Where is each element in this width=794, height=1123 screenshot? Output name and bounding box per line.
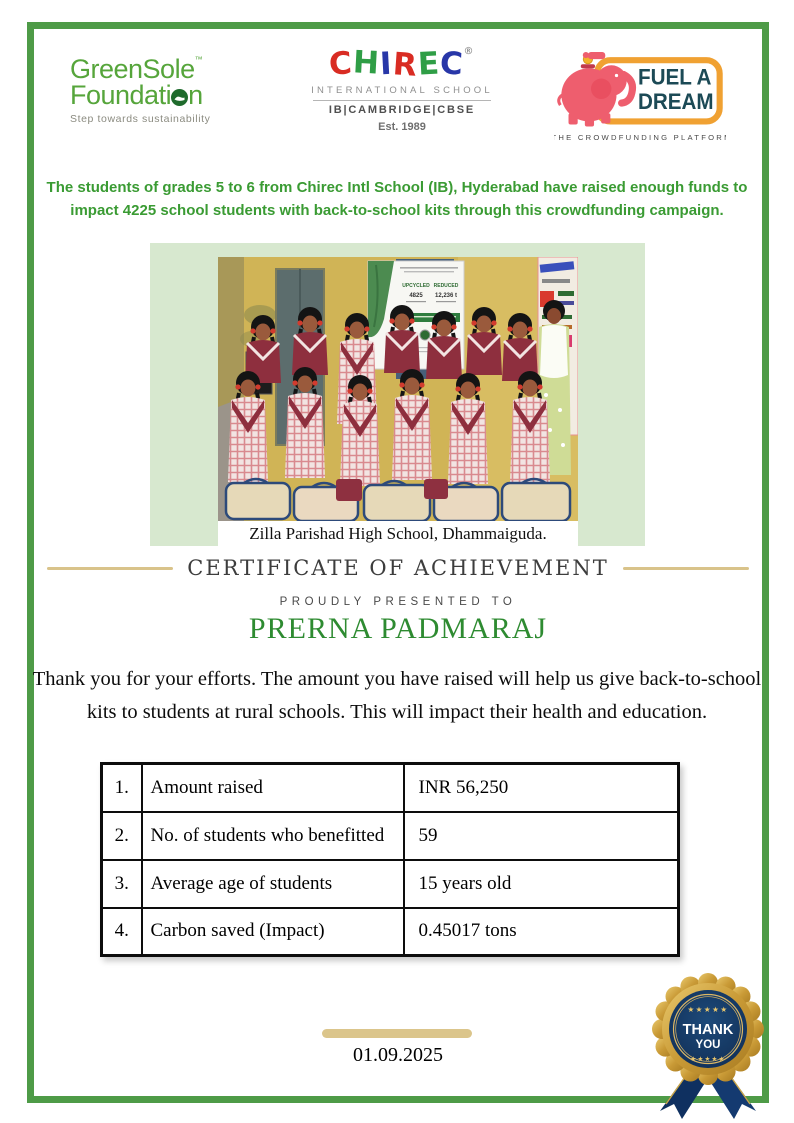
badge-you-text: YOU — [695, 1039, 721, 1051]
row-value: 59 — [404, 812, 679, 860]
badge-stars-top: ★★★★★ — [687, 1005, 729, 1014]
chirec-wordmark — [302, 46, 502, 82]
row-number: 2. — [102, 812, 142, 860]
recipient-name: PRERNA PADMARAJ — [248, 612, 548, 645]
table-row — [102, 764, 679, 812]
school-photo-illustration — [218, 257, 578, 521]
greensole-name: GreenSole — [70, 54, 195, 84]
fuel-a-dream-logo — [554, 46, 726, 153]
row-value: INR 56,250 — [404, 764, 679, 812]
dream-text: DREAM — [637, 89, 714, 115]
date-decoration-bar — [322, 1029, 472, 1038]
row-label: Average age of students — [142, 860, 404, 908]
row-value: 15 years old — [404, 860, 679, 908]
greensole-foundation-logo — [70, 46, 250, 125]
badge-stars-bottom: ★★★★★ — [690, 1056, 726, 1063]
table-row — [102, 860, 679, 908]
badge-thank-text: THANK — [682, 1022, 734, 1038]
chirec-divider-line — [313, 100, 491, 101]
poster-upcycled-label: UPCYCLED — [402, 283, 430, 289]
chirec-boards: IB|CAMBRIDGE|CBSE — [328, 104, 476, 116]
photo-card — [150, 243, 645, 546]
row-label: No. of students who benefitted — [142, 812, 404, 860]
trademark-symbol: ™ — [194, 55, 203, 64]
row-number: 1. — [102, 764, 142, 812]
fuel-tagline-text: THE CROWDFUNDING PLATFORM — [554, 132, 726, 142]
chirec-letter: C — [328, 45, 355, 83]
photo-caption: Zilla Parishad High School, Dhammaiguda. — [249, 524, 547, 543]
certificate-title: CERTIFICATE OF ACHIEVEMENT — [187, 556, 609, 580]
poster-upcycled-value: 4825 — [409, 293, 423, 299]
row-number: 4. — [102, 908, 142, 956]
chirec-school-logo — [302, 46, 502, 133]
greensole-wordmark — [70, 56, 250, 109]
registered-symbol: ® — [463, 46, 475, 57]
row-label: Amount raised — [142, 764, 404, 812]
chirec-established: Est. 1989 — [378, 121, 426, 133]
certificate-date: 01.09.2025 — [353, 1044, 443, 1066]
greensole-shoe-icon — [171, 89, 188, 106]
chirec-letter: R — [391, 46, 419, 84]
chirec-letter: C — [438, 45, 465, 83]
row-number: 3. — [102, 860, 142, 908]
school-kits-row — [226, 479, 570, 521]
title-decoration-line-left — [47, 567, 173, 570]
chirec-subtitle: INTERNATIONAL SCHOOL — [311, 85, 493, 96]
partner-logos-row — [27, 46, 769, 153]
title-decoration-line-right — [623, 567, 749, 570]
photo-caption-strip — [218, 521, 578, 546]
impact-stats-table — [100, 762, 680, 957]
chirec-letter: E — [416, 45, 441, 83]
row-label: Carbon saved (Impact) — [142, 908, 404, 956]
chirec-letter: H — [352, 44, 382, 82]
greensole-foundation-text-end: n — [188, 80, 203, 111]
poster-reduced-label: REDUCED — [433, 283, 459, 289]
campaign-headline: The students of grades 5 to 6 from Chirec Intl School (IB), Hyderabad have raised enough funds to impact 4225 school students with back-to-school kits through this crowdfunding campaign. — [46, 179, 748, 220]
thank-you-message: Thank you for your efforts. The amount you have raised will help us give back-to-school kits to students at rural schools. This will impact their health and education. — [32, 668, 762, 723]
chirec-letter: I — [379, 45, 394, 83]
presented-to-label: PROUDLY PRESENTED TO — [279, 596, 517, 608]
fuel-a-text: FUEL A — [637, 64, 712, 90]
greensole-tagline: Step towards sustainability — [70, 112, 211, 125]
table-row — [102, 908, 679, 956]
poster-reduced-value: 12,236 t — [434, 293, 458, 299]
row-value: 0.45017 tons — [404, 908, 679, 956]
fuel-a-dream-logo-graphic — [554, 52, 726, 148]
greensole-foundation-text: Foundati — [70, 80, 172, 111]
thank-you-badge — [644, 953, 772, 1123]
table-row — [102, 812, 679, 860]
certificate-title-row — [27, 556, 769, 580]
